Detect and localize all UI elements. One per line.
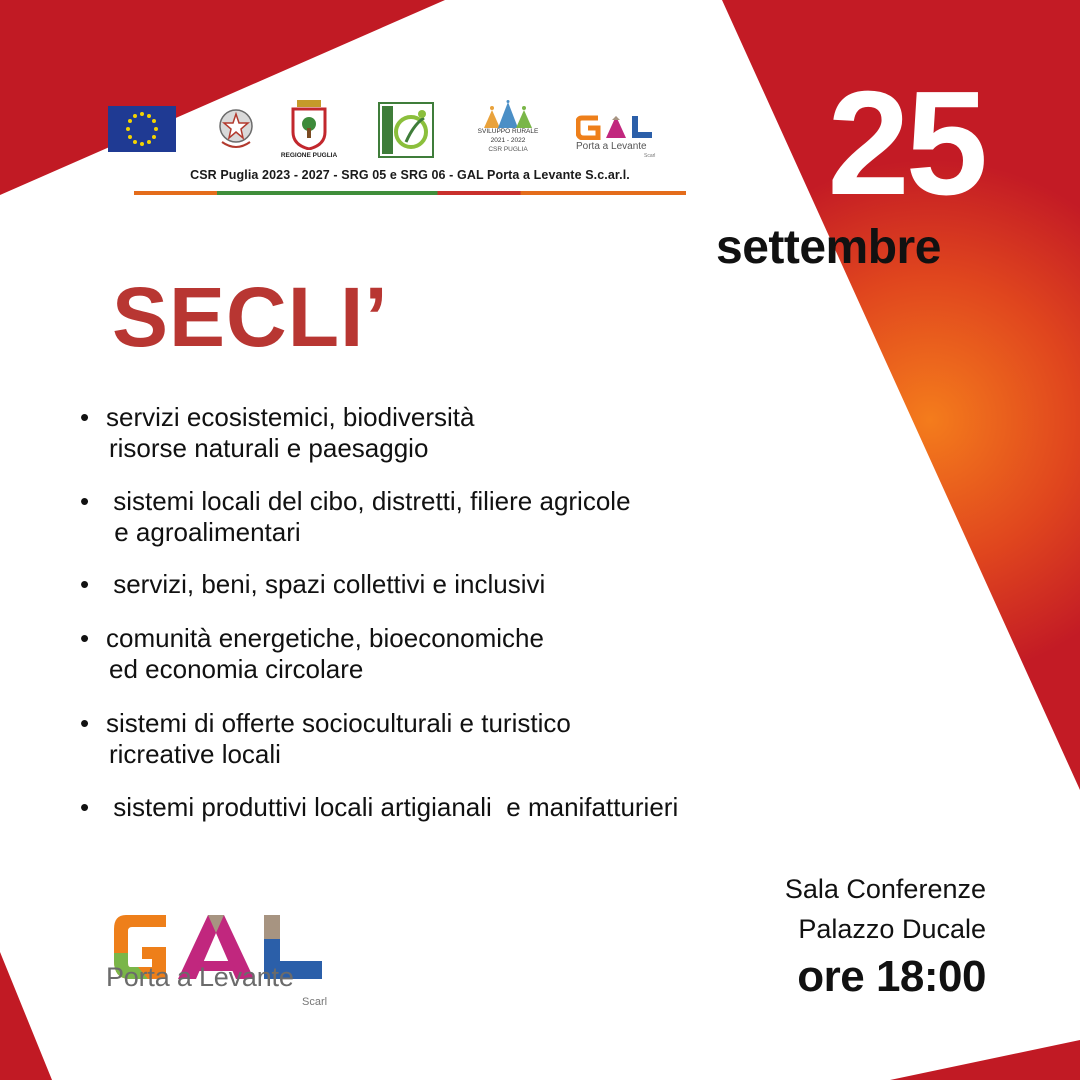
regione-puglia-crest-icon bbox=[278, 100, 340, 150]
sviluppo-title: SVILUPPO RURALE bbox=[477, 128, 539, 135]
gal-small-scarl: Scarl bbox=[644, 153, 656, 159]
funding-caption: CSR Puglia 2023 - 2027 - SRG 05 e SRG 06 - GAL Porta a Levante S.c.ar.l. bbox=[190, 168, 630, 182]
sviluppo-years: 2021 - 2022 bbox=[490, 137, 526, 144]
topic-line-2: e agroalimentari bbox=[107, 517, 301, 547]
topic-line-2: ed economia circolare bbox=[109, 654, 364, 684]
bullet-icon: • bbox=[80, 792, 90, 822]
sviluppo-rurale-logo bbox=[474, 100, 542, 162]
gal-small-logo-icon bbox=[576, 114, 656, 140]
tricolor-divider bbox=[134, 191, 686, 195]
topic-line-2: ricreative locali bbox=[109, 739, 281, 769]
partner-logos bbox=[108, 100, 688, 162]
leader-logo-icon bbox=[378, 102, 434, 158]
bullet-icon: • bbox=[80, 486, 90, 516]
top-left-red-triangle bbox=[0, 0, 445, 195]
italian-republic-emblem-icon bbox=[216, 106, 256, 152]
topic-line-1: servizi ecosistemici, biodiversità bbox=[106, 402, 475, 432]
topic-line-1: comunità energetiche, bioeconomiche bbox=[106, 623, 544, 653]
gal-small-logo bbox=[576, 114, 660, 162]
list-item bbox=[80, 623, 544, 685]
bullet-icon: • bbox=[80, 569, 90, 599]
eu-flag-icon bbox=[108, 106, 176, 152]
list-item bbox=[80, 792, 678, 823]
page-title: SECLI’ bbox=[112, 270, 389, 364]
list-item bbox=[80, 708, 571, 770]
event-month: settembre bbox=[716, 221, 941, 274]
regione-puglia-logo bbox=[278, 100, 340, 162]
list-item bbox=[80, 486, 631, 548]
gal-scarl: Scarl bbox=[302, 996, 328, 1008]
gal-name: Porta a Levante bbox=[106, 962, 294, 992]
topic-line-1: sistemi produttivi locali artigianali e manifatturieri bbox=[106, 792, 679, 822]
bullet-icon: • bbox=[80, 402, 90, 432]
topic-line-1: sistemi di offerte socioculturali e turistico bbox=[106, 708, 571, 738]
list-item bbox=[80, 569, 545, 600]
topic-line-1: sistemi locali del cibo, distretti, filiere agricole bbox=[106, 486, 631, 516]
venue-building: Palazzo Ducale bbox=[798, 914, 986, 944]
bullet-icon: • bbox=[80, 708, 90, 738]
event-day: 25 bbox=[827, 61, 984, 226]
gal-logo-icon bbox=[108, 884, 328, 1014]
sviluppo-rurale-logo-icon bbox=[474, 100, 542, 130]
list-item bbox=[80, 402, 474, 464]
venue-room: Sala Conferenze bbox=[784, 874, 986, 904]
bullet-icon: • bbox=[80, 623, 90, 653]
topic-line-2: risorse naturali e paesaggio bbox=[109, 433, 429, 463]
gal-small-name: Porta a Levante bbox=[576, 141, 647, 152]
bottom-left-red-triangle bbox=[0, 952, 52, 1080]
regione-puglia-label: REGIONE PUGLIA bbox=[280, 152, 338, 159]
topic-line-1: servizi, beni, spazi collettivi e inclusivi bbox=[106, 569, 546, 599]
sviluppo-sub: CSR PUGLIA bbox=[488, 146, 528, 153]
bottom-right-red-triangle bbox=[890, 1040, 1080, 1080]
event-time: ore 18:00 bbox=[797, 952, 986, 1001]
